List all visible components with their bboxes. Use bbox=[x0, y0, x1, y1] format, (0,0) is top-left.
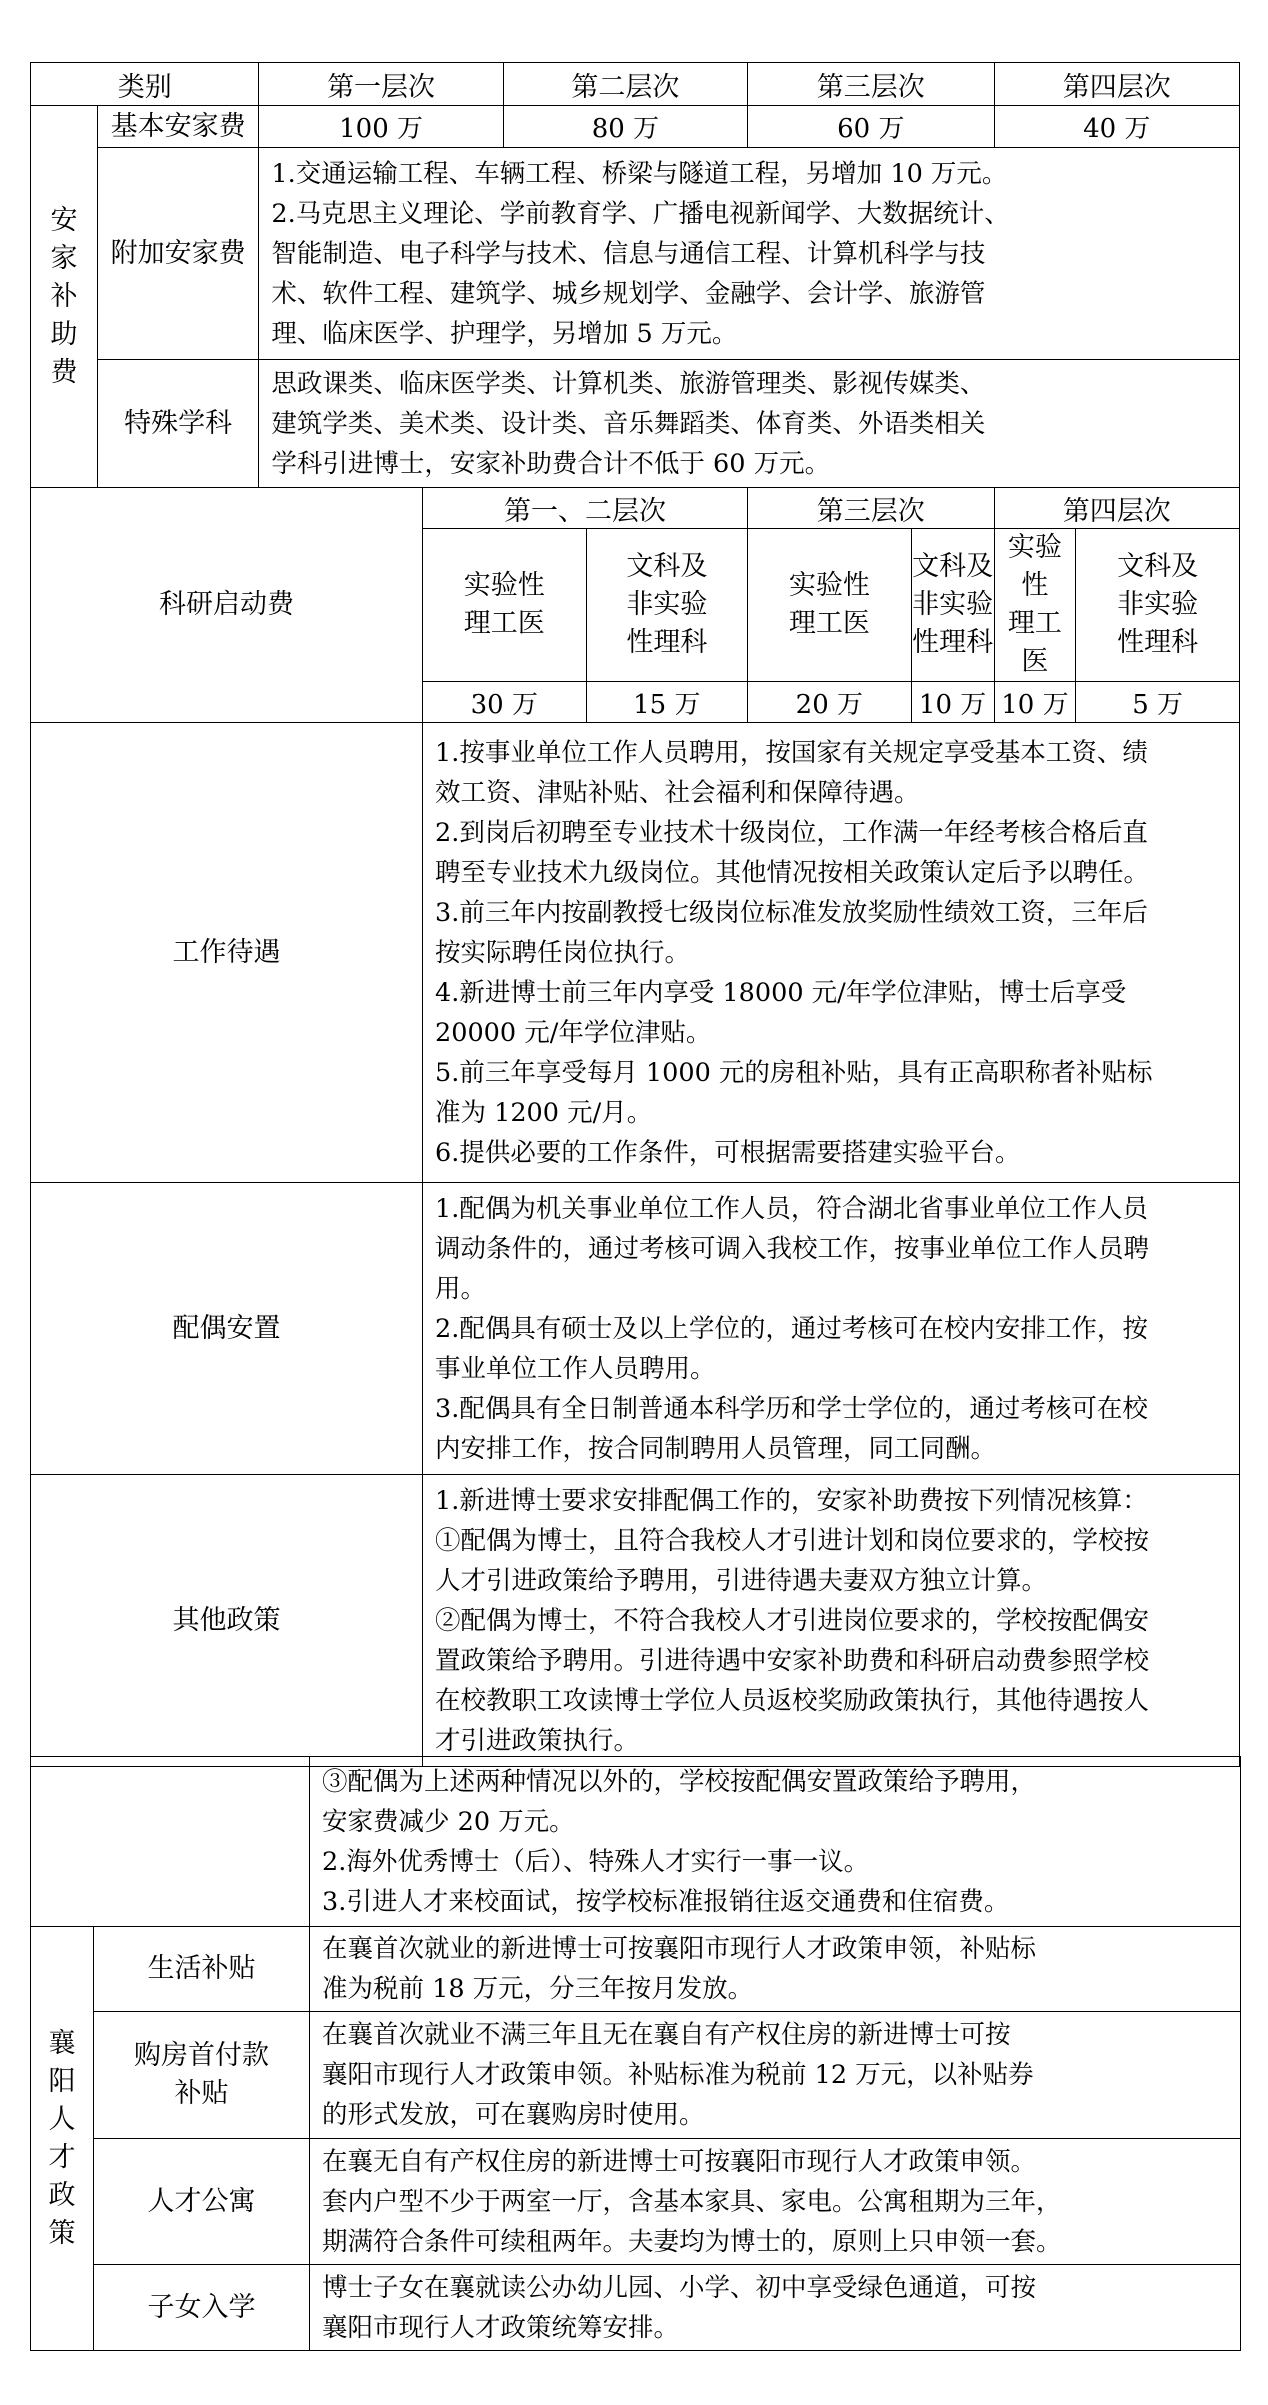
basic-value-level-4: 40 万 bbox=[994, 106, 1239, 148]
text-line: 2.海外优秀博士（后）、特殊人才实行一事一议。 bbox=[322, 1846, 870, 1877]
text-line: 理、临床医学、护理学，另增加 5 万元。 bbox=[271, 318, 738, 349]
text-line: 1.配偶为机关事业单位工作人员，符合湖北省事业单位工作人员 bbox=[435, 1193, 1148, 1224]
text-line: 套内户型不少于两室一厅，含基本家具、家电。公寓租期为三年， bbox=[322, 2186, 1062, 2217]
text-line: ②配偶为博士，不符合我校人才引进岗位要求的，学校按配偶安 bbox=[435, 1605, 1150, 1636]
text-line: 在襄首次就业不满三年且无在襄自有产权住房的新进博士可按 bbox=[322, 2020, 1011, 2050]
research-sub-liberal bbox=[1076, 529, 1240, 682]
sub-line: 文科及 bbox=[626, 551, 708, 582]
text-line: 在襄首次就业的新进博士可按襄阳市现行人才政策申领，补贴标 bbox=[322, 1934, 1037, 1964]
text-line: 才引进政策执行。 bbox=[435, 1725, 640, 1756]
special-discipline-label: 特殊学科 bbox=[97, 360, 258, 488]
basic-settlement-label: 基本安家费 bbox=[97, 106, 258, 148]
text-line: 按实际聘任岗位执行。 bbox=[435, 937, 691, 968]
text-line: 2.配偶具有硕士及以上学位的，通过考核可在校内安排工作，按 bbox=[435, 1313, 1148, 1344]
text-line: 在校教职工攻读博士学位人员返校奖励政策执行，其他待遇按人 bbox=[435, 1685, 1150, 1716]
text-line: 人才引进政策给予聘用，引进待遇夫妻双方独立计算。 bbox=[435, 1565, 1048, 1596]
header-category: 类别 bbox=[31, 63, 259, 106]
work-treatment-label: 工作待遇 bbox=[31, 723, 423, 1183]
text-line: 准为 1200 元/月。 bbox=[435, 1097, 653, 1128]
text-line: 思政课类、临床医学类、计算机类、旅游管理类、影视传媒类、 bbox=[271, 368, 986, 399]
text-line: 事业单位工作人员聘用。 bbox=[435, 1353, 716, 1384]
label-char: 策 bbox=[48, 2217, 76, 2249]
sub-line: 理工医 bbox=[788, 608, 870, 639]
header-level-1: 第一层次 bbox=[259, 63, 503, 106]
label-char: 阳 bbox=[48, 2065, 76, 2097]
basic-value-level-2: 80 万 bbox=[503, 106, 747, 148]
text-line: 期满符合条件可续租两年。夫妻均为博士的，原则上只申领一套。 bbox=[322, 2226, 1062, 2257]
text-line: 在襄无自有产权住房的新进博士可按襄阳市现行人才政策申领。 bbox=[322, 2146, 1037, 2177]
text-line: 20000 元/年学位津贴。 bbox=[435, 1017, 712, 1048]
research-group-3: 第三层次 bbox=[748, 488, 994, 529]
text-line: 5.前三年享受每月 1000 元的房租补贴，具有正高职称者补贴标 bbox=[435, 1057, 1153, 1088]
xiangyang-policy-label bbox=[31, 1927, 94, 2351]
talent-apartment-label: 人才公寓 bbox=[94, 2139, 310, 2265]
research-sub-liberal bbox=[911, 529, 994, 682]
additional-settlement-label: 附加安家费 bbox=[97, 148, 258, 360]
research-sub-experimental bbox=[423, 529, 587, 682]
text-line: 置政策给予聘用。引进待遇中安家补助费和科研启动费参照学校 bbox=[435, 1645, 1150, 1676]
sub-line: 实验性 bbox=[1007, 532, 1062, 601]
text-line: 智能制造、电子科学与技术、信息与通信工程、计算机科学与技 bbox=[271, 238, 986, 269]
label-char: 襄 bbox=[48, 2027, 76, 2059]
sub-line: 购房首付款 bbox=[134, 2040, 269, 2071]
research-value: 10 万 bbox=[994, 682, 1076, 723]
living-subsidy-label: 生活补贴 bbox=[94, 1927, 310, 2012]
text-line: 襄阳市现行人才政策统筹安排。 bbox=[322, 2312, 680, 2343]
text-line: 1.新进博士要求安排配偶工作的，安家补助费按下列情况核算： bbox=[435, 1485, 1148, 1516]
other-policies-label: 其他政策 bbox=[31, 1475, 423, 1767]
text-line: 博士子女在襄就读公办幼儿园、小学、初中享受绿色通道，可按 bbox=[322, 2272, 1037, 2303]
header-level-3: 第三层次 bbox=[748, 63, 994, 106]
policy-table-continued bbox=[30, 1756, 1241, 2351]
research-group-1-2: 第一、二层次 bbox=[423, 488, 748, 529]
spouse-placement-label: 配偶安置 bbox=[31, 1183, 423, 1475]
sub-line: 非实验 bbox=[626, 589, 708, 620]
sub-line: 非实验 bbox=[1117, 589, 1199, 620]
research-value: 5 万 bbox=[1076, 682, 1240, 723]
research-value: 15 万 bbox=[586, 682, 747, 723]
sub-line: 性理科 bbox=[1117, 627, 1199, 658]
text-line: 的形式发放，可在襄购房时使用。 bbox=[322, 2100, 705, 2130]
text-line: 4.新进博士前三年内享受 18000 元/年学位津贴，博士后享受 bbox=[435, 977, 1127, 1008]
text-line: 1.按事业单位工作人员聘用，按国家有关规定享受基本工资、绩 bbox=[435, 737, 1148, 768]
housing-down-payment-text bbox=[310, 2012, 1241, 2139]
basic-value-level-1: 100 万 bbox=[259, 106, 503, 148]
label-char: 安 bbox=[50, 204, 78, 236]
text-line: 安家费减少 20 万元。 bbox=[322, 1806, 575, 1837]
research-group-4: 第四层次 bbox=[994, 488, 1239, 529]
text-line: 准为税前 18 万元，分三年按月发放。 bbox=[322, 1974, 754, 2004]
header-level-2: 第二层次 bbox=[503, 63, 747, 106]
sub-line: 实验性 bbox=[463, 570, 545, 601]
housing-down-payment-label bbox=[94, 2012, 310, 2139]
text-line: 2.马克思主义理论、学前教育学、广播电视新闻学、大数据统计、 bbox=[271, 198, 1010, 229]
research-value: 10 万 bbox=[911, 682, 994, 723]
research-sub-experimental bbox=[994, 529, 1076, 682]
talent-apartment-text bbox=[310, 2139, 1241, 2265]
sub-line: 实验性 bbox=[788, 570, 870, 601]
research-value: 30 万 bbox=[423, 682, 587, 723]
text-line: 效工资、津贴补贴、社会福利和保障待遇。 bbox=[435, 777, 920, 808]
research-sub-liberal bbox=[586, 529, 747, 682]
continued-other-text bbox=[310, 1757, 1241, 1927]
text-line: ①配偶为博士，且符合我校人才引进计划和岗位要求的，学校按 bbox=[435, 1525, 1150, 1556]
settlement-subsidy-label bbox=[31, 106, 98, 488]
spouse-placement-text bbox=[423, 1183, 1240, 1475]
sub-line: 非实验 bbox=[912, 589, 994, 620]
text-line: 聘至专业技术九级岗位。其他情况按相关政策认定后予以聘任。 bbox=[435, 857, 1150, 888]
additional-settlement-text bbox=[259, 148, 1240, 360]
sub-line: 理工医 bbox=[1007, 608, 1062, 677]
other-policies-text bbox=[423, 1475, 1240, 1767]
label-char: 人 bbox=[48, 2103, 76, 2135]
living-subsidy-text bbox=[310, 1927, 1241, 2012]
sub-line: 补贴 bbox=[174, 2078, 229, 2109]
sub-line: 性理科 bbox=[912, 627, 994, 658]
text-line: ③配偶为上述两种情况以外的，学校按配偶安置政策给予聘用， bbox=[322, 1766, 1037, 1797]
sub-line: 理工医 bbox=[463, 608, 545, 639]
text-line: 3.前三年内按副教授七级岗位标准发放奖励性绩效工资，三年后 bbox=[435, 897, 1148, 928]
policy-table-main bbox=[30, 62, 1240, 1767]
text-line: 6.提供必要的工作条件，可根据需要搭建实验平台。 bbox=[435, 1137, 1021, 1168]
label-char: 费 bbox=[50, 356, 78, 388]
text-line: 3.配偶具有全日制普通本科学历和学士学位的，通过考核可在校 bbox=[435, 1393, 1148, 1424]
label-char: 家 bbox=[50, 242, 78, 274]
sub-line: 文科及 bbox=[912, 551, 994, 582]
children-school-label: 子女入学 bbox=[94, 2265, 310, 2351]
continued-empty-label bbox=[31, 1757, 310, 1927]
label-char: 政 bbox=[48, 2179, 76, 2211]
research-funds-label: 科研启动费 bbox=[31, 488, 423, 723]
text-line: 调动条件的，通过考核可调入我校工作，按事业单位工作人员聘 bbox=[435, 1233, 1150, 1264]
basic-value-level-3: 60 万 bbox=[748, 106, 994, 148]
text-line: 内安排工作，按合同制聘用人员管理，同工同酬。 bbox=[435, 1433, 997, 1464]
sub-line: 性理科 bbox=[626, 627, 708, 658]
research-sub-experimental bbox=[748, 529, 912, 682]
label-char: 助 bbox=[50, 318, 78, 350]
text-line: 3.引进人才来校面试，按学校标准报销往返交通费和住宿费。 bbox=[322, 1886, 1010, 1917]
label-char: 补 bbox=[50, 280, 78, 312]
text-line: 襄阳市现行人才政策申领。补贴标准为税前 12 万元，以补贴券 bbox=[322, 2060, 1034, 2090]
text-line: 术、软件工程、建筑学、城乡规划学、金融学、会计学、旅游管 bbox=[271, 278, 986, 309]
text-line: 建筑学类、美术类、设计类、音乐舞蹈类、体育类、外语类相关 bbox=[271, 408, 986, 439]
text-line: 学科引进博士，安家补助费合计不低于 60 万元。 bbox=[271, 448, 831, 479]
research-value: 20 万 bbox=[748, 682, 912, 723]
special-discipline-text bbox=[259, 360, 1240, 488]
sub-line: 文科及 bbox=[1117, 551, 1199, 582]
text-line: 用。 bbox=[435, 1273, 487, 1304]
work-treatment-text bbox=[423, 723, 1240, 1183]
text-line: 2.到岗后初聘至专业技术十级岗位，工作满一年经考核合格后直 bbox=[435, 817, 1148, 848]
text-line: 1.交通运输工程、车辆工程、桥梁与隧道工程，另增加 10 万元。 bbox=[271, 158, 1008, 189]
children-school-text bbox=[310, 2265, 1241, 2351]
header-level-4: 第四层次 bbox=[994, 63, 1239, 106]
label-char: 才 bbox=[48, 2141, 76, 2173]
